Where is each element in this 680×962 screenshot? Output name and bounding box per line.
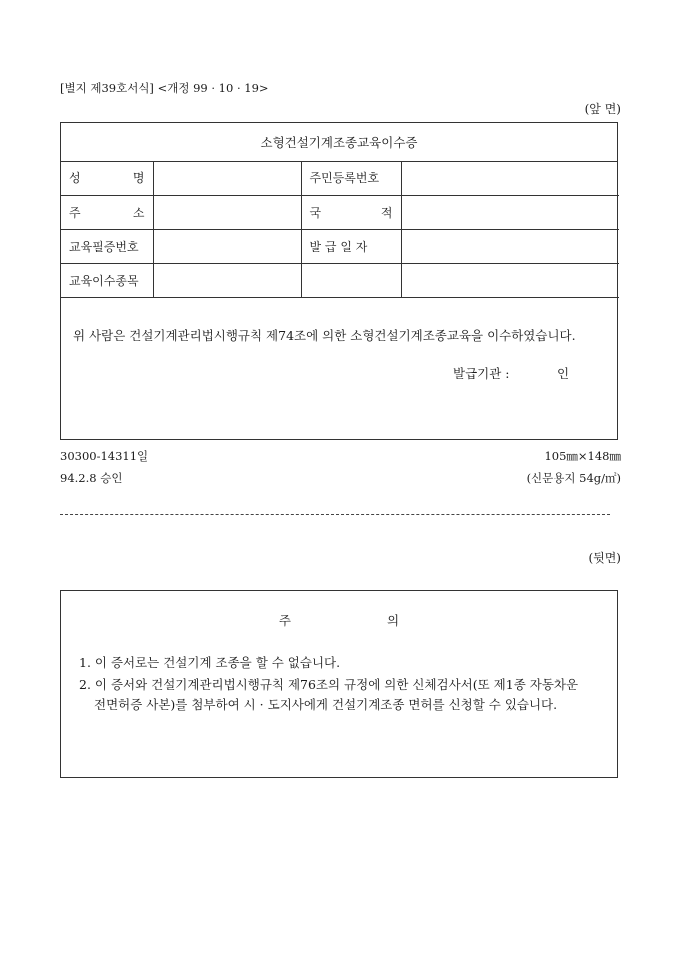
caution-note-2: 2. 이 증서와 건설기계관리법시행규칙 제76조의 규정에 의한 신체검사서(또 제1종 자동차운 — [79, 677, 579, 692]
certificate-box — [60, 122, 618, 440]
table-row — [61, 161, 619, 195]
nationality-value[interactable] — [401, 195, 619, 229]
issue-date-label: 발 급 일 자 — [301, 229, 401, 263]
seal-mark: 인 — [557, 366, 570, 381]
name-label: 성 명 — [61, 161, 153, 195]
certificate-number-label: 교육필증번호 — [61, 229, 153, 263]
certificate-title: 소형건설기계조종교육이수증 — [61, 123, 617, 162]
cut-line-divider — [60, 514, 610, 515]
issue-date-value[interactable] — [401, 229, 619, 263]
certificate-table — [61, 161, 619, 298]
caution-title: 주 의 — [278, 613, 400, 628]
course-extra-value — [401, 263, 619, 297]
caution-box — [60, 590, 618, 778]
paper-spec: (신문용지 54g/㎡) — [526, 471, 621, 485]
back-side-label: (뒷면) — [588, 551, 621, 565]
address-value[interactable] — [153, 195, 301, 229]
form-number: 30300-14311일 — [60, 449, 149, 463]
front-side-label: (앞 면) — [584, 102, 621, 116]
caution-note-1: 1. 이 증서로는 건설기계 조종을 할 수 없습니다. — [79, 655, 341, 670]
resident-number-value[interactable] — [401, 161, 619, 195]
resident-number-label: 주민등록번호 — [301, 161, 401, 195]
table-row — [61, 263, 619, 297]
course-value[interactable] — [153, 263, 301, 297]
caution-note-2-continued: 전면허증 사본)를 첨부하여 시 · 도지사에게 건설기계조종 면허를 신청할 수 있습니다. — [94, 697, 558, 712]
name-value[interactable] — [153, 161, 301, 195]
form-reference: [별지 제39호서식] <개정 99 · 10 · 19> — [60, 81, 269, 95]
paper-size: 105㎜×148㎜ — [544, 449, 621, 463]
certificate-statement: 위 사람은 건설기계관리법시행규칙 제74조에 의한 소형건설기계조종교육을 이수하였습니다. — [73, 328, 576, 343]
certificate-number-value[interactable] — [153, 229, 301, 263]
course-extra-cell — [301, 263, 401, 297]
table-row — [61, 195, 619, 229]
course-label: 교육이수종목 — [61, 263, 153, 297]
approval-date: 94.2.8 승인 — [60, 471, 123, 485]
issuer-label: 발급기관 : — [453, 366, 510, 381]
nationality-label: 국 적 — [301, 195, 401, 229]
table-row — [61, 229, 619, 263]
address-label: 주 소 — [61, 195, 153, 229]
